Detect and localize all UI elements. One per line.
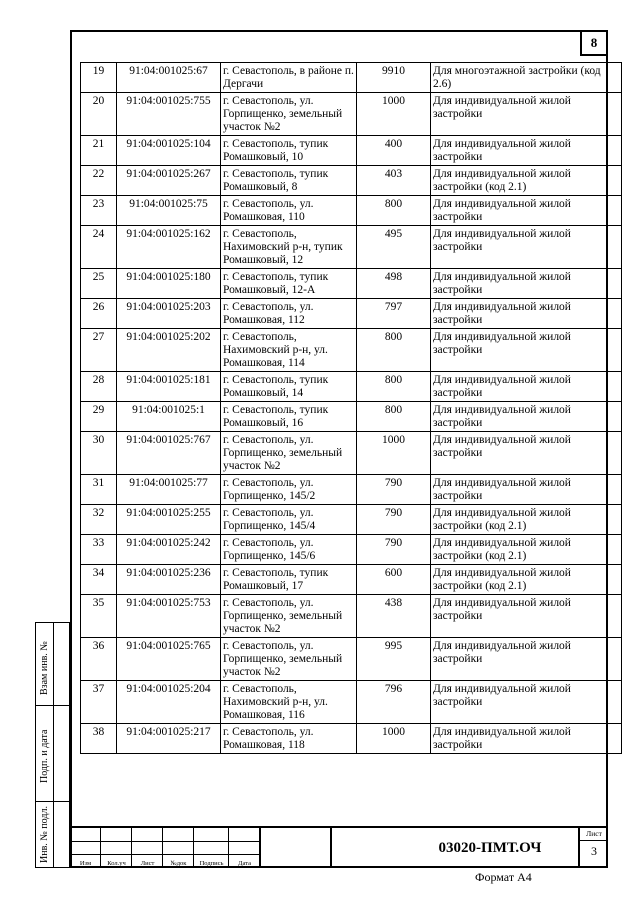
area: 9910 — [357, 63, 431, 93]
row-number: 33 — [81, 535, 117, 565]
side-stamp — [35, 622, 70, 868]
table-row — [81, 724, 622, 754]
cadastral-number: 91:04:001025:202 — [117, 329, 221, 372]
cadastral-number: 91:04:001025:255 — [117, 505, 221, 535]
table-row — [81, 432, 622, 475]
permitted-use: Для индивидуальной жилой застройки — [431, 638, 622, 681]
address: г. Севастополь, тупик Ромашковый, 8 — [221, 166, 357, 196]
area: 600 — [357, 565, 431, 595]
permitted-use: Для индивидуальной жилой застройки — [431, 136, 622, 166]
row-number: 29 — [81, 402, 117, 432]
sheet-number: 3 — [591, 844, 597, 858]
cadastral-number: 91:04:001025:162 — [117, 226, 221, 269]
document-code: 03020-ПМТ.ОЧ — [330, 828, 640, 868]
address: г. Севастополь, Нахимовский р-н, тупик Ромашковый, 12 — [221, 226, 357, 269]
address: г. Севастополь, ул. Горпищенко, 145/4 — [221, 505, 357, 535]
address: г. Севастополь, ул. Горпищенко, 145/2 — [221, 475, 357, 505]
row-number: 36 — [81, 638, 117, 681]
address: г. Севастополь, ул. Ромашковая, 118 — [221, 724, 357, 754]
row-number: 22 — [81, 166, 117, 196]
address: г. Севастополь, ул. Ромашковая, 110 — [221, 196, 357, 226]
address: г. Севастополь, ул. Горпищенко, земельный участок №2 — [221, 432, 357, 475]
cadastral-number: 91:04:001025:755 — [117, 93, 221, 136]
row-number: 28 — [81, 372, 117, 402]
permitted-use: Для индивидуальной жилой застройки — [431, 724, 622, 754]
row-number: 20 — [81, 93, 117, 136]
table-row — [81, 329, 622, 372]
address: г. Севастополь, ул. Горпищенко, 145/6 — [221, 535, 357, 565]
permitted-use: Для индивидуальной жилой застройки (код 2.1) — [431, 565, 622, 595]
area: 995 — [357, 638, 431, 681]
cadastral-number: 91:04:001025:217 — [117, 724, 221, 754]
row-number: 19 — [81, 63, 117, 93]
address: г. Севастополь, ул. Горпищенко, земельный участок №2 — [221, 638, 357, 681]
address: г. Севастополь, в районе п. Дергачи — [221, 63, 357, 93]
row-number: 23 — [81, 196, 117, 226]
cadastral-number: 91:04:001025:1 — [117, 402, 221, 432]
address: г. Севастополь, ул. Горпищенко, земельный участок №2 — [221, 93, 357, 136]
side-stamp-inv: Инв. № подл. — [39, 806, 50, 863]
area: 800 — [357, 372, 431, 402]
address: г. Севастополь, тупик Ромашковый, 17 — [221, 565, 357, 595]
tb-label-podpis: Подпись — [199, 860, 224, 867]
address: г. Севастополь, тупик Ромашковый, 16 — [221, 402, 357, 432]
side-stamp-podp: Подп. и дата — [39, 729, 50, 783]
row-number: 21 — [81, 136, 117, 166]
title-block-grid — [70, 828, 260, 868]
cadastral-number: 91:04:001025:104 — [117, 136, 221, 166]
table-row — [81, 402, 622, 432]
table-row — [81, 93, 622, 136]
sheet-box — [578, 828, 608, 868]
table-row — [81, 638, 622, 681]
permitted-use: Для индивидуальной жилой застройки — [431, 681, 622, 724]
table-row — [81, 372, 622, 402]
permitted-use: Для индивидуальной жилой застройки — [431, 372, 622, 402]
address: г. Севастополь, Нахимовский р-н, ул. Ромашковая, 116 — [221, 681, 357, 724]
table-row — [81, 269, 622, 299]
table-row — [81, 63, 622, 93]
table-row — [81, 535, 622, 565]
area: 403 — [357, 166, 431, 196]
row-number: 34 — [81, 565, 117, 595]
row-number: 25 — [81, 269, 117, 299]
land-plots-table — [80, 62, 622, 754]
permitted-use: Для индивидуальной жилой застройки — [431, 475, 622, 505]
page-number: 8 — [580, 30, 608, 56]
area: 1000 — [357, 724, 431, 754]
area: 797 — [357, 299, 431, 329]
area: 790 — [357, 505, 431, 535]
row-number: 24 — [81, 226, 117, 269]
cadastral-number: 91:04:001025:242 — [117, 535, 221, 565]
table-row — [81, 595, 622, 638]
area: 790 — [357, 535, 431, 565]
cadastral-number: 91:04:001025:236 — [117, 565, 221, 595]
tb-label-izm: Изм — [79, 860, 92, 867]
area: 800 — [357, 329, 431, 372]
permitted-use: Для индивидуальной жилой застройки — [431, 269, 622, 299]
area: 800 — [357, 196, 431, 226]
area: 800 — [357, 402, 431, 432]
cadastral-number: 91:04:001025:753 — [117, 595, 221, 638]
tb-label-kol: Кол.уч — [107, 860, 126, 867]
permitted-use: Для индивидуальной жилой застройки — [431, 402, 622, 432]
tb-label-list: Лист — [140, 860, 155, 867]
cadastral-number: 91:04:001025:67 — [117, 63, 221, 93]
row-number: 26 — [81, 299, 117, 329]
table-row — [81, 505, 622, 535]
permitted-use: Для многоэтажной застройки (код 2.6) — [431, 63, 622, 93]
permitted-use: Для индивидуальной жилой застройки (код 2.1) — [431, 535, 622, 565]
sheet-label: Лист — [580, 829, 608, 841]
cadastral-number: 91:04:001025:181 — [117, 372, 221, 402]
table-row — [81, 565, 622, 595]
area: 1000 — [357, 93, 431, 136]
row-number: 30 — [81, 432, 117, 475]
cadastral-number: 91:04:001025:204 — [117, 681, 221, 724]
area: 1000 — [357, 432, 431, 475]
side-stamp-vzam: Взам инв. № — [39, 641, 50, 695]
permitted-use: Для индивидуальной жилой застройки — [431, 329, 622, 372]
area: 498 — [357, 269, 431, 299]
permitted-use: Для индивидуальной жилой застройки (код 2.1) — [431, 166, 622, 196]
address: г. Севастополь, ул. Горпищенко, земельный участок №2 — [221, 595, 357, 638]
address: г. Севастополь, Нахимовский р-н, ул. Ромашковая, 114 — [221, 329, 357, 372]
permitted-use: Для индивидуальной жилой застройки — [431, 226, 622, 269]
table-row — [81, 681, 622, 724]
table-row — [81, 475, 622, 505]
row-number: 35 — [81, 595, 117, 638]
permitted-use: Для индивидуальной жилой застройки — [431, 93, 622, 136]
cadastral-number: 91:04:001025:767 — [117, 432, 221, 475]
permitted-use: Для индивидуальной жилой застройки — [431, 595, 622, 638]
table-row — [81, 299, 622, 329]
row-number: 38 — [81, 724, 117, 754]
table-row — [81, 226, 622, 269]
row-number: 31 — [81, 475, 117, 505]
address: г. Севастополь, ул. Ромашковая, 112 — [221, 299, 357, 329]
row-number: 27 — [81, 329, 117, 372]
permitted-use: Для индивидуальной жилой застройки (код 2.1) — [431, 505, 622, 535]
cadastral-number: 91:04:001025:75 — [117, 196, 221, 226]
area: 790 — [357, 475, 431, 505]
address: г. Севастополь, тупик Ромашковый, 14 — [221, 372, 357, 402]
area: 796 — [357, 681, 431, 724]
cadastral-number: 91:04:001025:180 — [117, 269, 221, 299]
area: 495 — [357, 226, 431, 269]
table-row — [81, 196, 622, 226]
address: г. Севастополь, тупик Ромашковый, 12-А — [221, 269, 357, 299]
cadastral-number: 91:04:001025:267 — [117, 166, 221, 196]
permitted-use: Для индивидуальной жилой застройки — [431, 299, 622, 329]
format-label: Формат А4 — [475, 870, 532, 884]
row-number: 37 — [81, 681, 117, 724]
tb-label-ndok: №док — [170, 860, 187, 867]
table-row — [81, 166, 622, 196]
area: 438 — [357, 595, 431, 638]
permitted-use: Для индивидуальной жилой застройки — [431, 196, 622, 226]
area: 400 — [357, 136, 431, 166]
cadastral-number: 91:04:001025:77 — [117, 475, 221, 505]
title-block — [70, 826, 608, 868]
table-row — [81, 136, 622, 166]
address: г. Севастополь, тупик Ромашковый, 10 — [221, 136, 357, 166]
cadastral-number: 91:04:001025:203 — [117, 299, 221, 329]
cadastral-number: 91:04:001025:765 — [117, 638, 221, 681]
tb-label-data: Дата — [238, 860, 251, 867]
permitted-use: Для индивидуальной жилой застройки — [431, 432, 622, 475]
row-number: 32 — [81, 505, 117, 535]
